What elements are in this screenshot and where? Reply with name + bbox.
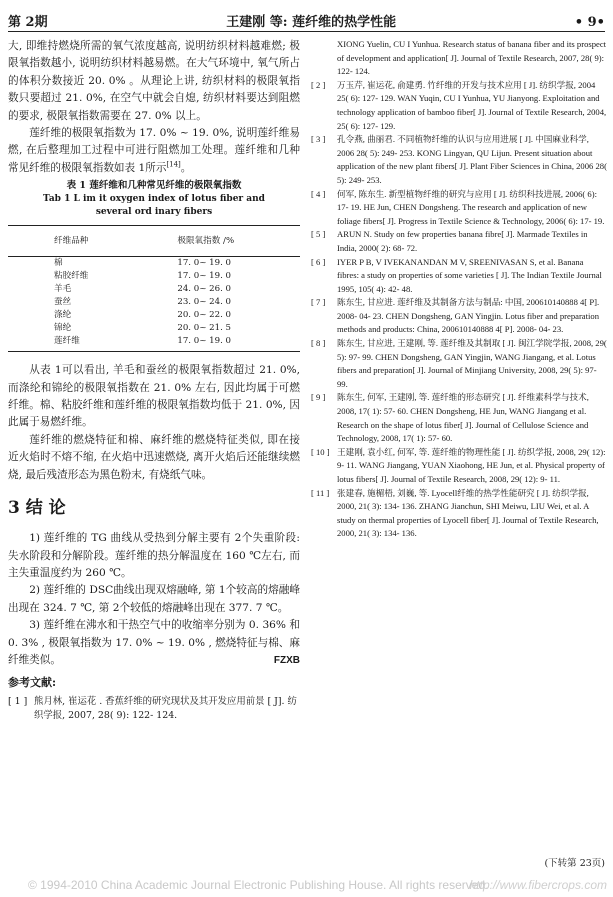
issue-number: 第 2期: [8, 15, 48, 30]
table-cell-loi: 20. 0~ 22. 0: [177, 310, 232, 321]
page-header: [8, 4, 605, 30]
table-cell-loi: 24. 0~ 26. 0: [177, 284, 232, 295]
table-row: [8, 257, 300, 271]
fzxb-mark: FZXB: [273, 654, 300, 666]
reference-text: 万玉芹, 崔运花, 俞建勇. 竹纤维的开发与技术应用 [ J]. 纺织学报, 2004 25( 6): 127- 129. WAN Yuqin, CU I Yunhua, YU Jianyong. Exploitation and technology application of bamboo fiber[ J]. Journal of Textile Research, 2004, 25( 6): 127- 129.: [337, 79, 607, 131]
reference-text: XIONG Yuelin, CU I Yunhua. Research status of banana fiber and its prospect of development and application[ J]. Journal of Textile Research, 2007, 28( 9): 122- 124.: [337, 39, 607, 77]
paragraph-burning: 莲纤维的燃烧特征和棉、麻纤维的燃烧特征类似, 即在接近火焰时不熔不缩, 在火焰中迅速燃烧, 离开火焰后还能继续燃烧, 最后残渣形态为黑色粉末, 有烧纸气味。: [8, 433, 300, 481]
table-cell-fiber: 莲纤维: [8, 335, 157, 352]
reference-number-blank: [311, 38, 337, 79]
reference-text: 张建春, 施楣梧, 刘巍, 等. Lyocell纤维的热学性能研究 [ J]. 纺织学报, 2000, 21( 3): 134- 136. ZHANG Jianchun, SHI Meiwu, LIU Wei, et al. A study on thermal properties of Lyocell fiber[ J]. Journal of Textile Research, 2000, 21( 3): 134- 136.: [337, 487, 599, 539]
table-row: [8, 335, 300, 352]
reference-number: [ 9 ]: [311, 392, 326, 403]
references-heading: 参考文献:: [8, 676, 57, 690]
table-cell-loi: 17. 0~ 19. 0: [157, 335, 300, 352]
reference-number: [ 7 ]: [311, 297, 326, 308]
reference-item: [311, 133, 607, 187]
reference-item: [311, 188, 607, 229]
section-title-conclusion: 3 结 论: [8, 498, 66, 519]
table-cell-fiber: 涤纶: [54, 310, 72, 321]
citation-14: [14]: [166, 160, 181, 169]
table-cell-loi: 17. 0~ 19. 0: [177, 258, 232, 269]
reference-text: IYER P B, V IVEKANANDAN M V, SREENIVASAN S, et al. Banana fibres: a study on properties of some varieties [ J]. The Indian Textile Journal 1995, 105( 4): 42- 48.: [337, 256, 602, 294]
table-cell-fiber: 羊毛: [54, 284, 72, 295]
reference-number: [ 2 ]: [311, 79, 326, 90]
page-footer: [0, 874, 613, 897]
continued-note: (下转第 23页): [544, 858, 605, 869]
table-header-fiber: 纤维品种: [8, 226, 157, 257]
watermark-url: http://www.fibercrops.com: [469, 878, 607, 892]
paragraph-table-analysis: 从表 1可以看出, 羊毛和蚕丝的极限氧指数超过 21. 0%, 而涤纶和锦纶的极限氧指数在 21. 0% 左右, 因此均属于可燃纤维。棉、粘胶纤维和莲纤维的极限氧指数均低于 21. 0%, 因此属于易燃纤维。: [8, 364, 300, 429]
right-column: [311, 38, 607, 541]
page-number: • 9•: [574, 15, 605, 30]
table-caption-en-line2: several ord inary fibers: [95, 207, 213, 218]
reference-number: [ 3 ]: [311, 134, 326, 145]
reference-number: [ 1 ]: [8, 696, 28, 708]
table-header-row: [8, 226, 300, 257]
table-cell-fiber: 粘胶纤维: [54, 271, 89, 282]
reference-number: [ 6 ]: [311, 256, 326, 267]
conclusion-1: 1) 莲纤维的 TG 曲线从受热到分解主要有 2个失重阶段: 失水阶段和分解阶段。莲纤维的热分解温度在 160 ℃左右, 而主失重温度约为 260 ℃。: [8, 532, 300, 579]
conclusion-2: 2) 莲纤维的 DSC曲线出现双熔融峰, 第 1个较高的熔融峰出现在 324. 7 ℃, 第 2个较低的熔融峰出现在 377. 7 ℃。: [8, 584, 300, 614]
reference-item: [311, 256, 607, 297]
left-column: [8, 38, 300, 723]
conclusion-3: [8, 617, 300, 669]
reference-text: 陈东生, 何军, 王建刚, 等. 莲纤维的形态研究 [ J]. 纤维素科学与技术, 2008, 17( 1): 57- 60. CHEN Dongsheng, HE Jun, WANG Jiangang et al. Research on the shape of lotus fiber[ J]. Journal of Cellulose Science and Technology, 2008, 17( 1): 57- 60.: [337, 392, 589, 444]
reference-text: 孔令燕, 曲丽君. 不同植物纤维的认识与应用进展 [ J]. 中国麻业科学, 2006 28( 5): 249- 253. KONG Lingyan, QU Lijun. Present situation about application of the new plant fibers[ J]. Plant Fiber Sciences in China, 2006 28( 5): 249- 253.: [337, 134, 607, 185]
table-cell-loi: 23. 0~ 24. 0: [177, 297, 232, 308]
reference-text: 王建刚, 袁小红, 何军, 等. 莲纤维的物理性能 [ J]. 纺织学报, 2008, 29( 12): 9- 11. WANG Jiangang, YUAN Xiaohong, HE Jun, et al. Physical property of lotus fibers[ J]. Journal of Textile Research, 2008, 29( 12): 9- 11.: [337, 446, 606, 484]
reference-item: [311, 487, 607, 541]
reference-item: [311, 391, 607, 445]
table-cell-fiber: 蚕丝: [54, 297, 72, 308]
table-header-loi: 极限氧指数 /%: [157, 226, 300, 257]
table-cell-loi: 17. 0~ 19. 0: [177, 271, 232, 282]
reference-text: 陈东生, 甘应进. 莲纤维及其制备方法与制品: 中国, 200610140888 4[ P]. 2008- 04- 23. CHEN Dongsheng, GAN Yingjin. Lotus fiber and preparation methods and products: China, 200610140888 4[ P]. 2008- 04- 23.: [337, 297, 600, 335]
header-rule: [8, 31, 605, 32]
running-title: 王建刚 等: 莲纤维的热学性能: [226, 15, 397, 30]
table-cell-loi: 20. 0~ 21. 5: [177, 323, 232, 334]
paragraph-lotus-loi-text: 莲纤维的极限氧指数为 17. 0% ~ 19. 0%, 说明莲纤维易燃, 在后整理加工过程中可进行阻燃加工处理。莲纤维和几种常见纤维的极限氧指数如表 1所示: [8, 127, 300, 174]
reference-text: ARUN N. Study on few properties banana fibre[ J]. Marmade Textiles in India, 2000( 2): 68- 72.: [337, 229, 588, 253]
reference-item: [311, 296, 607, 337]
table-cell-fiber: 棉: [54, 258, 63, 269]
reference-number: [ 8 ]: [311, 338, 326, 349]
table-row: [8, 283, 300, 296]
paragraph-lotus-loi: [8, 125, 300, 177]
table-caption-cn: 表 1 莲纤维和几种常见纤维的极限氧指数: [66, 180, 242, 192]
reference-text: 熊月林, 崔运花 . 香蕉纤维的研究现状及其开发应用前景 [ J]. 纺织学报, 2007, 28( 9): 122- 124.: [34, 696, 297, 722]
reference-number: [ 4 ]: [311, 188, 326, 199]
reference-number: [ 5 ]: [311, 229, 326, 240]
paragraph-oxygen-index: 大, 即维持燃烧所需的氧气浓度越高, 说明纺织材料越难燃; 极限氧指数越小, 说明纺织材料越易燃。在大气环境中, 氧气所占的体积分数接近 20. 0% 。从理论上讲, 纺织材料的极限氧指数只要超过 21. 0%, 在空气中就会自熄, 纺织材料要达到阻燃的要求, 极限氧指数需要在 27. 0% 以上。: [8, 40, 300, 122]
reference-text: 何军, 陈东生. 新型植物纤维的研究与应用 [ J]. 纺织科技进展, 2006( 6): 17- 19. HE Jun, CHEN Dongsheng. The research and application of new foliage fibers[ J]. Progress in Textile Science & Technology, 2006( 6): 17- 19.: [337, 188, 605, 226]
table-row: [8, 296, 300, 309]
reference-item: [311, 337, 607, 391]
reference-item: [8, 695, 300, 723]
loi-table: [8, 225, 300, 352]
table-1: [8, 179, 300, 352]
table-row: [8, 270, 300, 283]
reference-number: [ 11 ]: [311, 487, 330, 498]
reference-text: 陈东生, 甘应进, 王建刚, 等. 莲纤维及其制取 [ J]. 闽江学院学报, 2008, 29( 5): 97- 99. CHEN Dongsheng, GAN Yingjin, WANG Jiangang, et al. Lotus fibers and preparation[ J]. Journal of Minjiang University, 2008, 29( 5): 97- 99.: [337, 338, 607, 389]
table-caption-en-line1: Tab 1 L im it oxygen index of lotus fiber and: [43, 194, 265, 205]
reference-item: [311, 79, 607, 133]
table-row: [8, 309, 300, 322]
reference-item: [311, 38, 607, 79]
table-row: [8, 322, 300, 335]
conclusion-3-text: 3) 莲纤维在沸水和干热空气中的收缩率分别为 0. 36% 和 0. 3% , 极限氧指数为 17. 0% ~ 19. 0% , 燃烧特征与棉、麻纤维类似。: [8, 619, 300, 666]
paragraph-lotus-loi-end: 。: [180, 161, 192, 174]
table-cell-fiber: 锦纶: [54, 323, 72, 334]
reference-number: [ 10 ]: [311, 446, 330, 457]
copyright-notice: © 1994-2010 China Academic Journal Electronic Publishing House. All rights reserved.: [28, 878, 489, 892]
reference-item: [311, 446, 607, 487]
reference-item: [311, 228, 607, 255]
